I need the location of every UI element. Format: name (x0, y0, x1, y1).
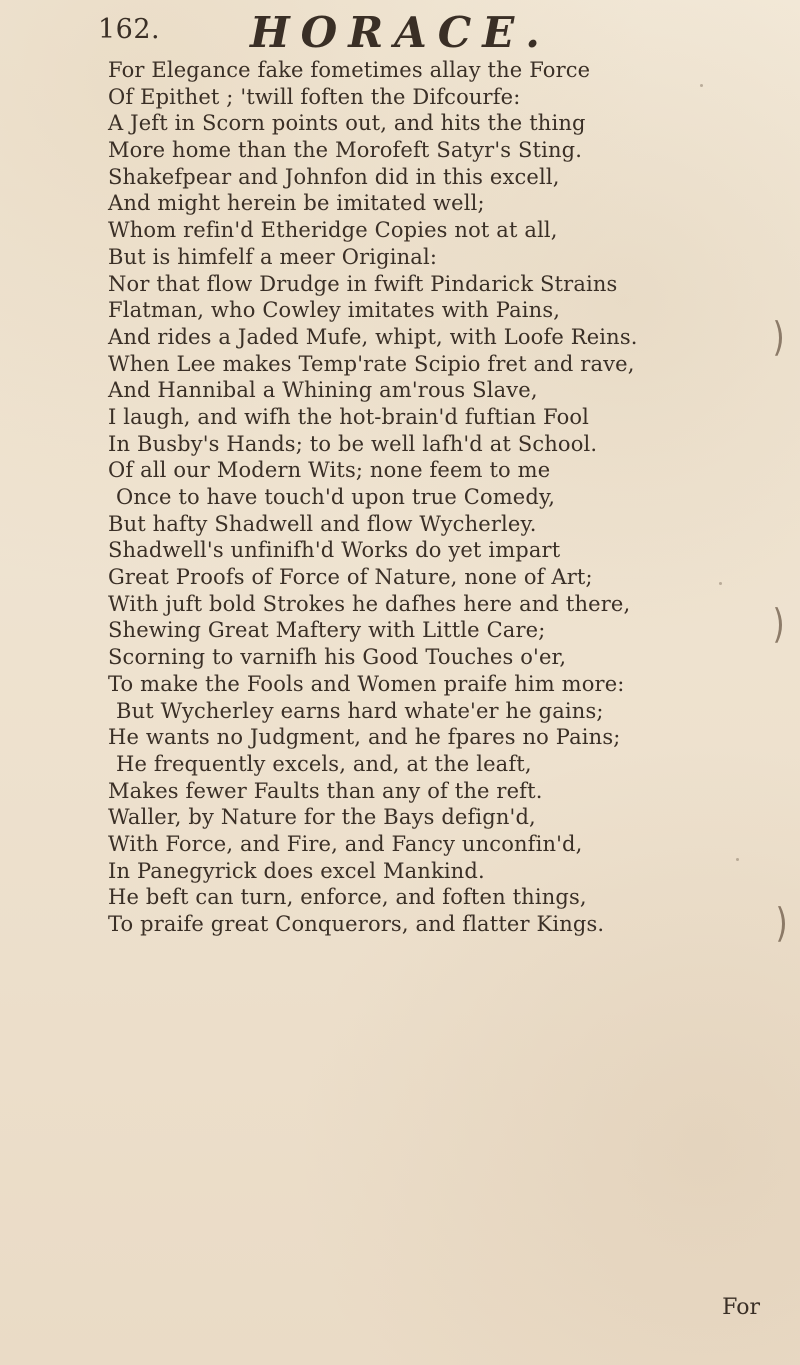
poem-line: Shakefpear and Johnfon did in this excell, (108, 164, 560, 189)
poem-line: And rides a Jaded Mufe, whipt, with Loofe Reins. (108, 324, 638, 349)
poem-line: Flatman, who Cowley imitates with Pains, (108, 298, 561, 323)
poem-line: But is himfelf a meer Original: (108, 244, 438, 269)
page-header (98, 6, 698, 58)
poem-line: With Force, and Fire, and Fancy unconfin'd, (108, 831, 583, 856)
paper-speck (736, 858, 739, 861)
poem-line: But Wycherley earns hard whate'er he gains; (116, 698, 604, 723)
page-number: 162. (98, 14, 161, 45)
marginal-bracket-mark: ⁀ (738, 907, 785, 941)
poem-line: Once to have touch'd upon true Comedy, (116, 485, 556, 509)
marginal-bracket-mark: ⁀ (735, 321, 782, 355)
poem-line: I laugh, and wifh the hot-brain'd fuftian Fool (108, 404, 590, 429)
poem-line: In Busby's Hands; to be well lafh'd at School. (108, 431, 598, 456)
poem-line: To praife great Conquerors, and flatter Kings. (108, 912, 605, 936)
poem-line: When Lee makes Temp'rate Scipio fret and rave, (108, 351, 635, 376)
poem-text (108, 57, 658, 938)
poem-line: To make the Fools and Women praife him more: (108, 671, 625, 696)
poem-line: But hafty Shadwell and flow Wycherley. (108, 511, 537, 536)
catchword: For (722, 1295, 760, 1320)
paper-speck (700, 84, 703, 87)
poem-line: Great Proofs of Force of Nature, none of Art; (108, 565, 593, 590)
poem-line: Scorning to varnifh his Good Touches o'er, (108, 645, 567, 670)
poem-line: More home than the Morofeft Satyr's Sting. (108, 138, 583, 163)
poem-line: He frequently excels, and, at the leaft, (116, 751, 532, 776)
marginal-bracket-mark: ⁀ (735, 608, 782, 642)
poem-line: And might herein be imitated well; (108, 191, 485, 216)
poem-line: He wants no Judgment, and he fpares no Pains; (108, 725, 621, 750)
poem-line: Waller, by Nature for the Bays defign'd, (108, 805, 536, 830)
poem-line: Shewing Great Maftery with Little Care; (108, 618, 546, 643)
poem-line: In Panegyrick does excel Mankind. (108, 858, 485, 883)
poem-line: Shadwell's unfinifh'd Works do yet impart (108, 538, 561, 563)
running-title: HORACE. (250, 8, 551, 57)
poem-line: Makes fewer Faults than any of the reft. (108, 778, 543, 803)
poem-line: Of all our Modern Wits; none feem to me (108, 458, 551, 483)
poem-line: A Jeft in Scorn points out, and hits the thing (108, 111, 586, 136)
poem-line: With juft bold Strokes he dafhes here and there, (108, 591, 631, 616)
paper-speck (719, 582, 722, 585)
poem-line: He beft can turn, enforce, and foften things, (108, 885, 587, 910)
poem-line: Whom refin'd Etheridge Copies not at all, (108, 218, 558, 243)
poem-line: Of Epithet ; 'twill foften the Difcourfe: (108, 84, 521, 109)
poem-line: And Hannibal a Whining am'rous Slave, (108, 378, 538, 403)
poem-line: Nor that flow Drudge in fwift Pindarick Strains (108, 271, 618, 296)
poem-line: For Elegance fake fometimes allay the Force (108, 58, 591, 82)
